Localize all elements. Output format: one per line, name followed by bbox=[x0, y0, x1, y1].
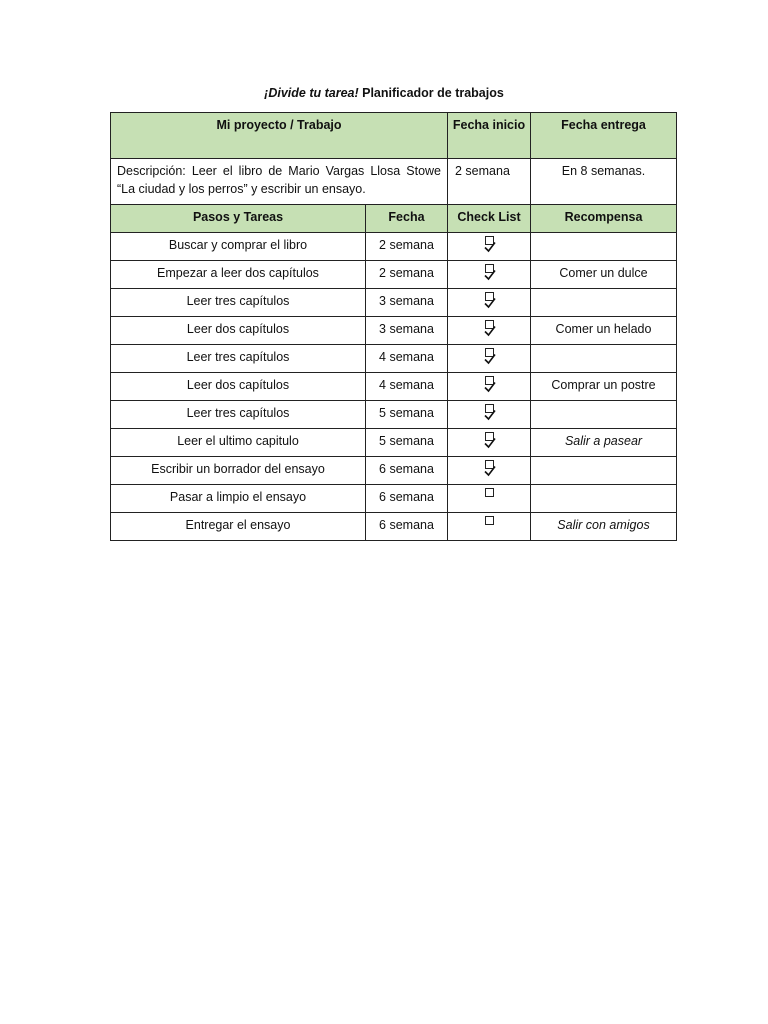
date-cell: 6 semana bbox=[365, 456, 448, 485]
date-cell: 4 semana bbox=[365, 344, 448, 373]
task-cell: Leer dos capítulos bbox=[110, 316, 366, 345]
task-cell: Leer tres capítulos bbox=[110, 288, 366, 317]
checklist-cell bbox=[447, 428, 531, 457]
description-due: En 8 semanas. bbox=[530, 158, 677, 205]
checkbox[interactable] bbox=[485, 516, 494, 525]
reward-cell: Salir a pasear bbox=[530, 428, 677, 457]
task-cell: Leer tres capítulos bbox=[110, 344, 366, 373]
column-steps: Pasos y Tareas bbox=[110, 204, 366, 233]
column-reward: Recompensa bbox=[530, 204, 677, 233]
title-emphasis: ¡Divide tu tarea! bbox=[264, 86, 359, 100]
date-cell: 3 semana bbox=[365, 288, 448, 317]
checklist-cell bbox=[447, 232, 531, 261]
checkmark-icon bbox=[484, 436, 496, 448]
date-cell: 2 semana bbox=[365, 232, 448, 261]
date-cell: 5 semana bbox=[365, 400, 448, 429]
reward-cell bbox=[530, 484, 677, 513]
date-cell: 6 semana bbox=[365, 484, 448, 513]
reward-cell bbox=[530, 232, 677, 261]
planner-table bbox=[110, 112, 677, 540]
reward-cell bbox=[530, 456, 677, 485]
checkmark-icon bbox=[484, 464, 496, 476]
checkmark-icon bbox=[484, 352, 496, 364]
date-cell: 5 semana bbox=[365, 428, 448, 457]
page-title bbox=[0, 86, 768, 100]
checkmark-icon bbox=[484, 380, 496, 392]
checklist-cell bbox=[447, 484, 531, 513]
date-cell: 6 semana bbox=[365, 512, 448, 541]
task-cell: Leer el ultimo capitulo bbox=[110, 428, 366, 457]
header-project: Mi proyecto / Trabajo bbox=[110, 112, 448, 159]
checkbox[interactable] bbox=[485, 488, 494, 497]
checklist-cell bbox=[447, 316, 531, 345]
description-text: Descripción: Leer el libro de Mario Vargas Llosa Stowe “La ciudad y los perros” y escribir un ensayo. bbox=[110, 158, 448, 205]
checklist-cell bbox=[447, 288, 531, 317]
task-cell: Leer dos capítulos bbox=[110, 372, 366, 401]
date-cell: 4 semana bbox=[365, 372, 448, 401]
task-cell: Buscar y comprar el libro bbox=[110, 232, 366, 261]
reward-cell bbox=[530, 344, 677, 373]
title-rest: Planificador de trabajos bbox=[358, 86, 504, 100]
checkmark-icon bbox=[484, 324, 496, 336]
reward-cell: Comer un helado bbox=[530, 316, 677, 345]
header-due-date: Fecha entrega bbox=[530, 112, 677, 159]
checklist-cell bbox=[447, 400, 531, 429]
reward-cell: Comprar un postre bbox=[530, 372, 677, 401]
task-cell: Empezar a leer dos capítulos bbox=[110, 260, 366, 289]
checkmark-icon bbox=[484, 408, 496, 420]
reward-cell bbox=[530, 400, 677, 429]
checklist-cell bbox=[447, 372, 531, 401]
reward-cell: Comer un dulce bbox=[530, 260, 677, 289]
date-cell: 3 semana bbox=[365, 316, 448, 345]
checklist-cell bbox=[447, 344, 531, 373]
date-cell: 2 semana bbox=[365, 260, 448, 289]
checkmark-icon bbox=[484, 268, 496, 280]
reward-cell bbox=[530, 288, 677, 317]
checklist-cell bbox=[447, 512, 531, 541]
task-cell: Entregar el ensayo bbox=[110, 512, 366, 541]
checklist-cell bbox=[447, 260, 531, 289]
checkmark-icon bbox=[484, 240, 496, 252]
checkmark-icon bbox=[484, 296, 496, 308]
task-cell: Leer tres capítulos bbox=[110, 400, 366, 429]
column-date: Fecha bbox=[365, 204, 448, 233]
task-cell: Pasar a limpio el ensayo bbox=[110, 484, 366, 513]
reward-cell: Salir con amigos bbox=[530, 512, 677, 541]
header-start-date: Fecha inicio bbox=[447, 112, 531, 159]
task-cell: Escribir un borrador del ensayo bbox=[110, 456, 366, 485]
column-checklist: Check List bbox=[447, 204, 531, 233]
description-start: 2 semana bbox=[447, 158, 531, 205]
checklist-cell bbox=[447, 456, 531, 485]
